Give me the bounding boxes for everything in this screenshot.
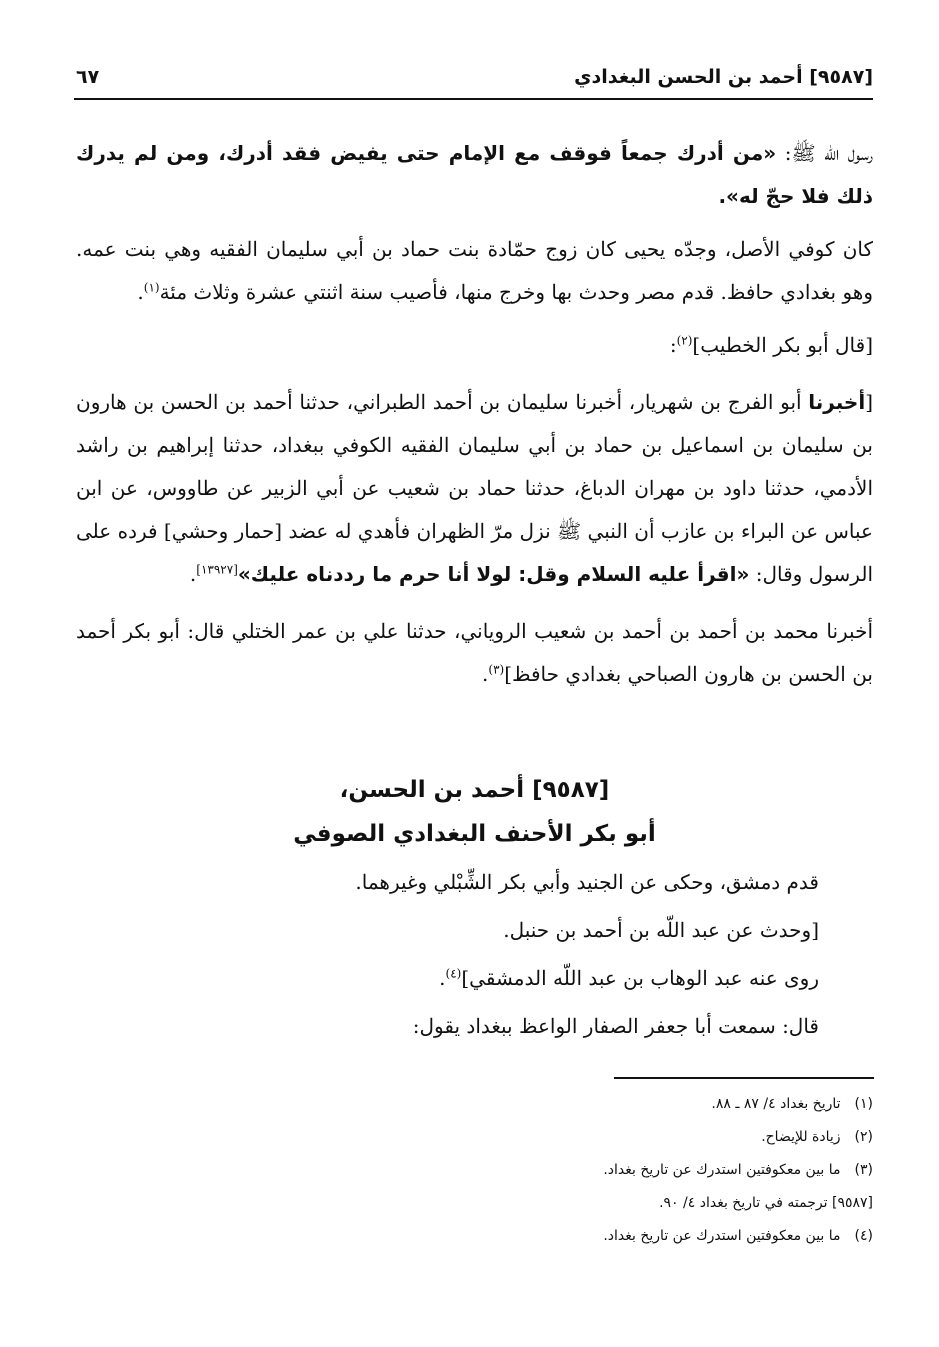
entry-line: [وحدث عن عبد اللّه بن أحمد بن حنبل. xyxy=(503,918,819,942)
hadith-quote: «من أدرك جمعاً فوقف مع الإمام حتى يفيض فقد أدرك، ومن لم يدرك ذلك فلا حجّ له». xyxy=(76,141,873,208)
entry-line: قال: سمعت أبا جعفر الصفار الواعظ ببغداد يقول: xyxy=(412,1014,819,1038)
paragraph-rawiyani xyxy=(76,610,873,696)
paragraph-khatib xyxy=(76,324,873,367)
footnote xyxy=(300,1088,873,1121)
paragraph-text: أبو الفرج بن شهريار، أخبرنا سليمان بن أحمد الطبراني، حدثنا أحمد بن الحسن بن هارون بن سليمان بن اسماعيل بن حماد بن أبي سليمان الفقيه الكوفي ببغداد، حدثنا إبراهيم بن راشد الأدمي، حدثنا داود بن مهران الدباغ، حدثنا حماد بن شعيب عن أبي الزبير عن طاووس، عن ابن عباس عن البراء بن عازب أن النبي ﷺ نزل مرّ الظهران فأهدي له عضد [حمار وحشي] فرده على الرسول وقال: xyxy=(76,390,873,586)
paragraph-text: رسول الله ﷺ: xyxy=(776,141,874,165)
footnote-mark: [٩٥٨٧] xyxy=(831,1195,873,1211)
punctuation: . xyxy=(189,562,197,586)
footnote-text: زيادة للإيضاح. xyxy=(761,1129,841,1145)
entry-line-text: روى عنه عبد الوهاب بن عبد اللّه الدمشقي] xyxy=(461,966,819,990)
footnote-ref: (٢) xyxy=(676,333,693,348)
entry-line: قدم دمشق، وحكى عن الجنيد وأبي بكر الشِّبْلي وغيرهما. xyxy=(355,870,819,894)
entry-heading-line-2: أبو بكر الأحنف البغدادي الصوفي xyxy=(293,821,656,847)
footnote-text: ترجمته في تاريخ بغداد ٤/ ٩٠. xyxy=(659,1195,828,1211)
footnote-text: ما بين معكوفتين استدرك عن تاريخ بغداد. xyxy=(603,1228,841,1244)
footnote xyxy=(300,1220,873,1253)
footnote xyxy=(300,1121,873,1154)
entry-heading xyxy=(76,768,873,856)
footnote-ref: (٤) xyxy=(445,966,462,981)
paragraph-biography xyxy=(76,228,873,314)
footnote-text: ما بين معكوفتين استدرك عن تاريخ بغداد. xyxy=(603,1162,841,1178)
paragraph-isnad xyxy=(76,381,873,596)
punctuation: : xyxy=(669,333,677,357)
footnote-text: تاريخ بغداد ٤/ ٨٧ ـ ٨٨. xyxy=(711,1096,841,1112)
footnote-mark: (٣) xyxy=(854,1162,873,1178)
footnote-divider xyxy=(614,1077,874,1079)
paragraph-text: كان كوفي الأصل، وجدّه يحيى كان زوج حمّادة بنت حماد بن أبي سليمان الفقيه وهي بنت عمه. وهو بغدادي حافظ. قدم مصر وحدث بها وخرج منها، فأصيب سنة اثنتي عشرة وثلاث مئة xyxy=(76,237,873,304)
entry-heading-line-1: [٩٥٨٧] أحمد بن الحسن، xyxy=(339,777,610,803)
footnote-mark: (٢) xyxy=(854,1129,873,1145)
footnote xyxy=(300,1154,873,1187)
bracket: [ xyxy=(865,390,873,414)
isnad-start: أخبرنا xyxy=(808,390,866,414)
page-number: ٦٧ xyxy=(76,66,100,88)
paragraph-text: [قال أبو بكر الخطيب] xyxy=(692,333,873,357)
footnote-ref: (٣) xyxy=(488,662,505,677)
footnote-mark: (١) xyxy=(854,1096,873,1112)
punctuation: . xyxy=(137,280,144,304)
footnote-mark: (٤) xyxy=(854,1228,873,1244)
footnotes xyxy=(300,1088,873,1253)
entry-body xyxy=(76,858,819,1050)
punctuation: . xyxy=(482,662,489,686)
main-text xyxy=(76,132,873,696)
punctuation: . xyxy=(439,966,446,990)
hadith-number: [١٣٩٢٧] xyxy=(196,562,238,577)
footnote xyxy=(300,1187,873,1220)
paragraph-hadith-end xyxy=(76,132,873,218)
paragraph-text: أخبرنا محمد بن أحمد بن أحمد بن شعيب الروياني، حدثنا علي بن عمر الختلي قال: أبو بكر أحمد بن الحسن بن هارون الصباحي بغدادي حافظ] xyxy=(76,619,873,686)
entry-line xyxy=(76,954,819,1002)
hadith-quote: «اقرأ عليه السلام وقل: لولا أنا حرم ما رددناه عليك» xyxy=(237,562,750,586)
header-title: [٩٥٨٧] أحمد بن الحسن البغدادي xyxy=(574,66,873,88)
footnote-ref: (١) xyxy=(143,280,160,295)
running-header xyxy=(74,62,873,100)
